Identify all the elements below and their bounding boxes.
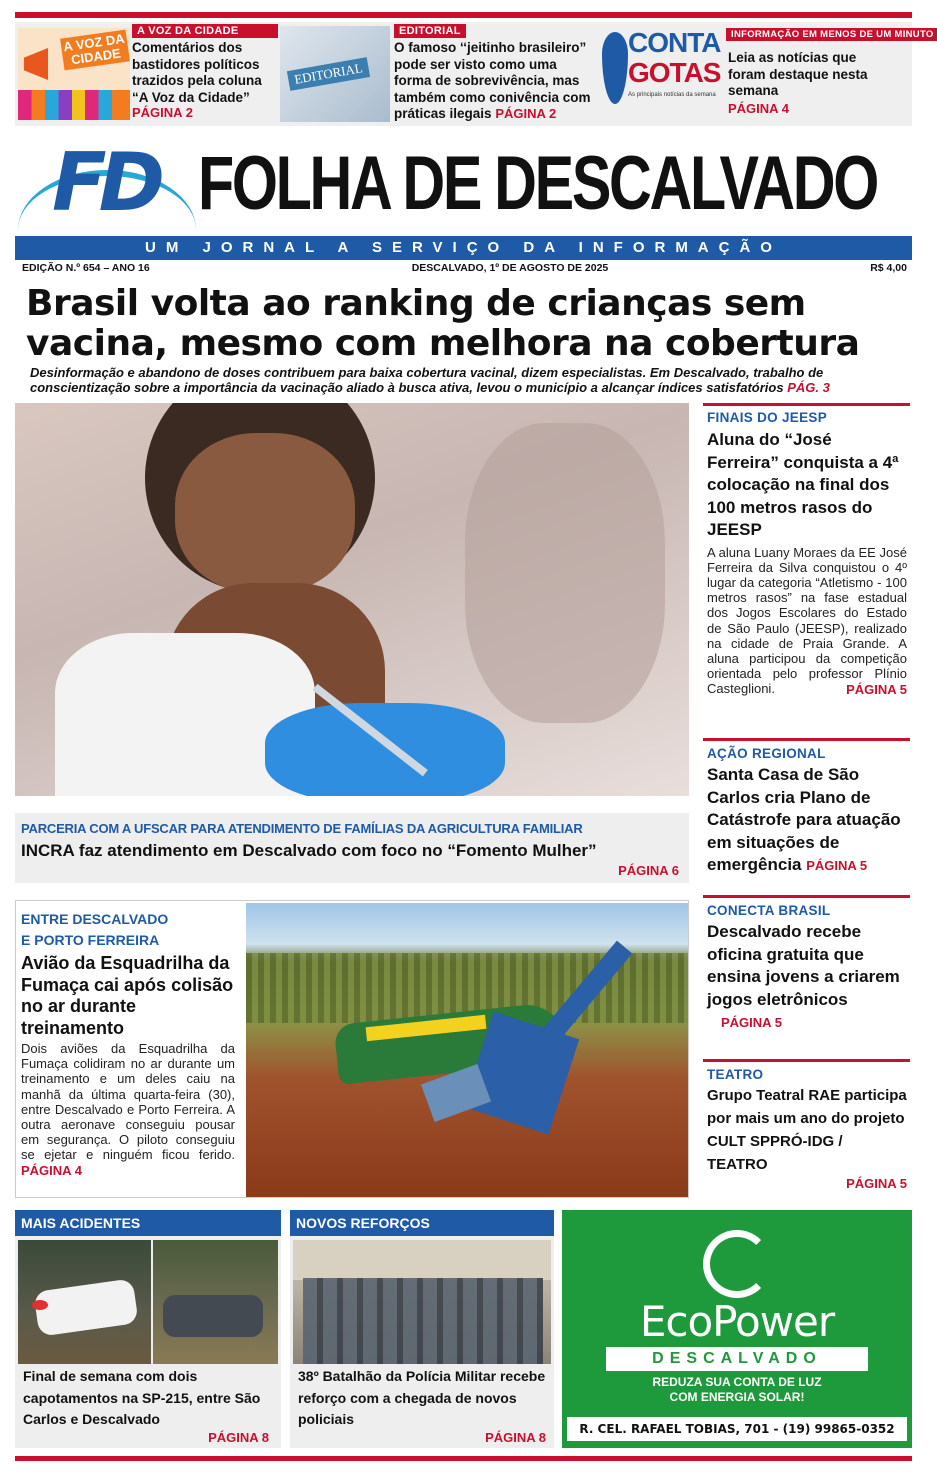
teaser-text-content: O famoso ‘‘jeitinho brasileiro” pode ser visto como uma forma de sobrevivência, mas também como conivência com práticas ilegais — [394, 40, 591, 121]
teaser-text — [394, 40, 594, 123]
acidentes-page: PÁGINA 8 — [208, 1430, 269, 1445]
conta-gotas-logo-line1: CONTA — [628, 27, 721, 58]
sidebar-headline — [707, 764, 912, 878]
glove-hand — [265, 703, 505, 796]
plane-headline: Avião da Esquadrilha da Fumaça cai após colisão no ar durante treinamento — [21, 953, 234, 1038]
sidebar-story-teatro[interactable] — [707, 1067, 907, 1191]
reforcos-headline: 38º Batalhão da Polícia Militar recebe reforço com a chegada de novos policiais — [298, 1368, 546, 1427]
conta-gotas-logo-line2: GOTAS — [628, 57, 721, 88]
editorial-image — [280, 26, 390, 122]
reforcos-kicker: NOVOS REFORÇOS — [290, 1210, 554, 1236]
teaser-voz-da-cidade[interactable] — [16, 24, 278, 124]
teaser-conta-gotas[interactable] — [598, 24, 934, 124]
acidente-photo-1 — [18, 1240, 151, 1364]
sidebar-headline-text: Descalvado recebe oficina gratuita que ensina jovens a criarem jogos eletrônicos — [707, 922, 900, 1009]
lead-deck — [30, 365, 910, 395]
drop-icon — [602, 32, 628, 104]
teaser-page: PÁGINA 2 — [495, 106, 557, 121]
top-rule — [15, 12, 912, 18]
sidebar-page: PÁGINA 5 — [721, 1015, 782, 1030]
incra-page: PÁGINA 6 — [618, 863, 679, 878]
voz-da-cidade-logo — [18, 28, 130, 120]
teaser-text: Leia as notícias que foram destaque nesta semana — [728, 50, 868, 98]
ecopower-tagline — [562, 1375, 912, 1405]
sidebar-page: PÁGINA 5 — [846, 681, 907, 697]
sidebar-rule — [703, 738, 910, 741]
lead-headline[interactable]: Brasil volta ao ranking de crianças sem vacina, mesmo com melhora na cobertura — [26, 283, 860, 364]
teaser-page: PÁGINA 4 — [728, 101, 789, 116]
ecopower-brand: EcoPower — [639, 1297, 835, 1346]
edition-price: R$ 4,00 — [870, 262, 907, 274]
editorial-image-text: EDITORIAL — [287, 57, 370, 91]
edition-line — [22, 262, 907, 274]
plane-kicker-line2: E PORTO FERREIRA — [21, 932, 160, 948]
acidentes-kicker: MAIS ACIDENTES — [15, 1210, 281, 1236]
conta-gotas-logo-sub: As principais notícias da semana — [628, 92, 716, 98]
lead-page: PÁG. 3 — [787, 380, 830, 395]
plane-story-box[interactable] — [15, 900, 689, 1198]
background-figure — [465, 423, 665, 723]
ecopower-tagline-line1: REDUZA SUA CONTA DE LUZ — [652, 1375, 822, 1389]
officers — [303, 1278, 543, 1364]
teaser-text: Comentários dos bastidores políticos trazidos pela coluna “A Voz da Cidade” — [132, 40, 262, 105]
overturned-car — [33, 1278, 138, 1336]
masthead-title: FOLHA DE DESCALVADO — [198, 141, 877, 226]
sidebar-page: PÁGINA 5 — [846, 1176, 907, 1191]
sidebar-story-jeesp[interactable] — [707, 410, 907, 697]
fd-logo-letters: FD — [52, 136, 158, 229]
sidebar-kicker: FINAIS DO JEESP — [707, 410, 828, 425]
sidebar-headline-text: Santa Casa de São Carlos cria Plano de Catástrofe para atuação em situações de emergência — [707, 765, 901, 874]
tail-light — [32, 1300, 48, 1310]
sidebar-story-santa-casa[interactable] — [707, 746, 912, 878]
sidebar-story-conecta[interactable] — [707, 903, 909, 1035]
sidebar-body: A aluna Luany Moraes da EE José Ferreira da Silva conquistou o 4º lugar da categoria “Atletismo - 100 metros rasos” na fase estadual dos Jogos Escolares do Estado de São Paulo (JEESP), realizado na cidade de Praia Grande. A aluna participou da competição orientada pelo professor Plínio Casteglioni. — [707, 544, 907, 697]
sidebar-rule — [703, 403, 910, 406]
acidentes-story[interactable] — [15, 1210, 281, 1448]
slogan-bar: UM JORNAL A SERVIÇO DA INFORMAÇÃO — [15, 236, 912, 260]
plane-kicker — [21, 909, 168, 951]
plane-page: PÁGINA 4 — [21, 1162, 82, 1178]
crashed-car — [163, 1295, 263, 1337]
teaser-label: INFORMAÇÃO EM MENOS DE UM MINUTO — [726, 28, 937, 41]
skyline-icon — [18, 90, 130, 120]
sidebar-kicker: TEATRO — [707, 1067, 764, 1082]
teaser-editorial[interactable] — [280, 24, 595, 124]
ecopower-ad[interactable] — [562, 1210, 912, 1448]
teaser-label: EDITORIAL — [394, 24, 466, 38]
child-face — [175, 433, 355, 593]
voz-da-cidade-logo-text: A VOZ DA CIDADE — [60, 30, 130, 71]
police-group-photo — [293, 1240, 551, 1364]
reforcos-page: PÁGINA 8 — [485, 1430, 546, 1445]
sidebar-kicker: CONECTA BRASIL — [707, 903, 831, 918]
acidente-photo-2 — [153, 1240, 278, 1364]
fd-logo — [18, 136, 196, 229]
sidebar-headline: Aluna do “José Ferreira” conquista a 4ª colocação na final dos 100 metros rasos do JEESP — [707, 430, 899, 539]
reforcos-story[interactable] — [290, 1210, 554, 1448]
lead-deck-text: Desinformação e abandono de doses contribuem para baixa cobertura vacinal, dizem especialistas. Em Descalvado, trabalho de conscientização sobre a importância da vacinação aliado à busca ativa, levou o município a alcançar índices satisfatórios — [30, 365, 824, 395]
building — [293, 1240, 551, 1280]
sidebar-rule — [703, 895, 910, 898]
edition-date: DESCALVADO, 1º DE AGOSTO DE 2025 — [411, 262, 609, 274]
lead-photo-vaccination — [15, 403, 689, 796]
plane-crash-photo — [246, 903, 688, 1197]
plane-body — [21, 1041, 235, 1178]
edition-number: EDIÇÃO N.º 654 – ANO 16 — [22, 262, 150, 274]
ecopower-tagline-line2: COM ENERGIA SOLAR! — [669, 1390, 805, 1404]
sidebar-page: PÁGINA 5 — [806, 858, 868, 873]
plane-body-text: Dois aviões da Esquadrilha da Fumaça colidiram no ar durante um treinamento e um deles caiu na manhã da última quarta-feira (30), entre Descalvado e Porto Ferreira. A outra aeronave conseguiu pousar em segurança. O piloto conseguiu se ejetar e ninguém ficou ferido. — [21, 1041, 235, 1163]
teaser-page: PÁGINA 2 — [132, 105, 193, 120]
sidebar-rule — [703, 1059, 910, 1062]
bottom-rule — [15, 1456, 912, 1461]
teaser-label: A VOZ DA CIDADE — [132, 24, 278, 38]
incra-story[interactable] — [15, 813, 689, 883]
incra-kicker: PARCERIA COM A UFSCAR PARA ATENDIMENTO DE FAMÍLIAS DA AGRICULTURA FAMILIAR — [21, 821, 583, 836]
acidentes-headline: Final de semana com dois capotamentos na SP-215, entre São Carlos e Descalvado — [23, 1368, 261, 1427]
recycle-icon — [703, 1230, 771, 1298]
sidebar-headline: Grupo Teatral RAE participa por mais um ano do projeto CULT SPPRÓ-IDG / TEATRO — [707, 1087, 907, 1173]
megaphone-icon — [24, 48, 64, 80]
sidebar-headline — [707, 921, 909, 1035]
sidebar-kicker: AÇÃO REGIONAL — [707, 746, 826, 761]
incra-headline: INCRA faz atendimento em Descalvado com foco no “Fomento Mulher” — [21, 841, 597, 860]
plane-kicker-line1: ENTRE DESCALVADO — [21, 911, 169, 927]
ecopower-contact: R. CEL. RAFAEL TOBIAS, 701 - (19) 99865-0352 — [567, 1417, 907, 1441]
ecopower-city: DESCALVADO — [606, 1347, 868, 1371]
